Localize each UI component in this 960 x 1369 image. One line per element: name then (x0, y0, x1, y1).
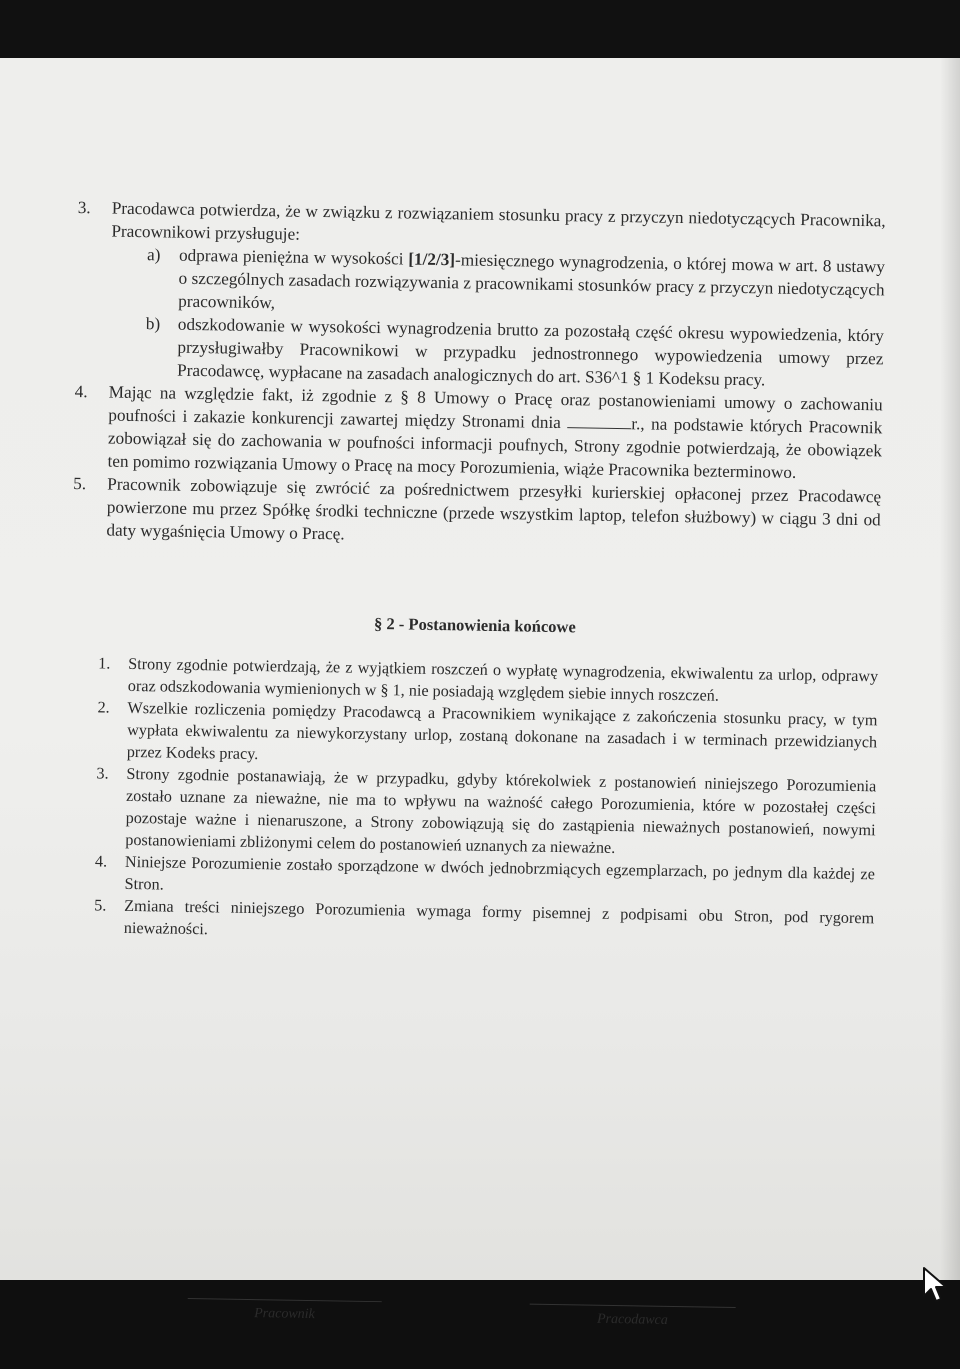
item-text-before: Mając na względzie fakt, iż zgodnie z § 8 Umowy o Pracę oraz postanowieniami umowy o zachowaniu poufności i zakazie konkurencji zawartej między Stronami dnia (108, 382, 883, 433)
item-text: Strony zgodnie potwierdzają, że z wyjątkiem roszczeń o wypłatę wynagrodzenia, ekwiwalentu za urlop, odprawy oraz odszkodowania wymienionych w § 1, nie posiadają względem siebie innych roszczeń. (127, 654, 879, 705)
document-page (66, 196, 886, 1328)
mouse-pointer-icon (922, 1266, 948, 1304)
item-number: 5. (94, 896, 107, 915)
date-blank-line (567, 413, 631, 429)
sub-item-text-after: -miesięcznego wynagrodzenia, o której mowa w art. 8 ustawy o szczególnych zasadach rozwiązywania z pracownikami stosunków pracy z przyczyn niedotyczących pracowników, (178, 250, 886, 313)
item-text-after: r., na podstawie których Pracownik zobowiązał się do zachowania w poufności informacji poufnych, Strony zgodnie potwierdzają, że obowiązek ten pomimo rozwiązania Umowy o Pracę na mocy Porozumienia, wiąże Pracownika bezterminowo. (107, 414, 883, 482)
multiplier-placeholder: [1/2/3] (408, 249, 456, 270)
item-number: 3. (96, 764, 109, 783)
section2-list (66, 652, 879, 951)
sub-item-text: odszkodowanie w wysokości wynagrodzenia brutto za pozostałą część okresu wypowiedzenia, który przysługiwałby Pracownikowi w przypadku jednostronnego wypowiedzenia umowy przez Pracodawcę, wypłacane na zasadach analogicznych do art. S36^1 § 1 Kodeksu pracy. (176, 314, 884, 390)
section2-item-3 (95, 762, 876, 863)
item-text: Strony zgodnie postanawiają, że w przypadku, gdyby którekolwiek z postanowień niniejszego Porozumienia zostało uznane za nieważne, nie ma to wpływu na ważność całego Porozumienia, które w pozostałej części pozostaje ważne i nienaruszone, a Strony zobowiązują się do zastąpienia nieważnych postanowień, nowymi postanowieniami zbliżonymi celem do postanowień uznanych za nieważne. (125, 764, 877, 857)
item-text: Pracownik zobowiązuje się zwrócić za pośrednictwem przesyłki kurierskiej opłaconej przez Pracodawcę powierzone mu przez Spółkę środki techniczne (przede wszystkim laptop, telefon służbowy) w ciągu 3 dni od daty wygaśnięcia Umowy o Pracę. (106, 474, 882, 544)
monitor-bezel (0, 0, 960, 60)
item-number: 4. (74, 381, 88, 402)
item-number: 4. (94, 852, 108, 871)
item-number: 3. (77, 197, 91, 218)
item-number: 1. (98, 654, 111, 673)
item-number: 2. (97, 698, 110, 717)
document-viewer[interactable] (0, 58, 960, 1328)
section1-item-4 (73, 380, 882, 485)
sub-item-text-before: odprawa pieniężna w wysokości (178, 245, 409, 269)
signature-area (59, 1296, 868, 1369)
signature-employer: Pracodawca (529, 1304, 735, 1333)
signature-employee: Pracownik (187, 1298, 381, 1327)
item-number: 5. (73, 473, 87, 494)
section1-item-5 (72, 472, 881, 554)
sub-item-letter: a) (146, 245, 161, 265)
item-text: Niniejsze Porozumienie zostało sporządzone w dwóch jednobrzmiących egzemplarzach, po jednym dla każdej ze Stron. (124, 852, 876, 894)
item-text: Wszelkie rozliczenia pomiędzy Pracodawcą a Pracownikiem wynikające z zakończenia stosunku pracy, w tym wypłata ekwiwalentu za niewykorzystany urlop, zostaną dokonane na zasadach i w terminach przewidzianych przez Kodeks pracy. (126, 698, 878, 764)
section2-title: § 2 - Postanowienia końcowe (373, 613, 576, 637)
item-text: Pracodawca potwierdza, że w związku z rozwiązaniem stosunku pracy z przyczyn niedotyczących Pracownika, Pracownikowi przysługuje: (111, 198, 886, 244)
sub-item-letter: b) (145, 314, 161, 334)
item-text: Zmiana treści niniejszego Porozumienia wymaga formy pisemnej z podpisami obu Stron, pod rygorem nieważności. (123, 896, 875, 939)
